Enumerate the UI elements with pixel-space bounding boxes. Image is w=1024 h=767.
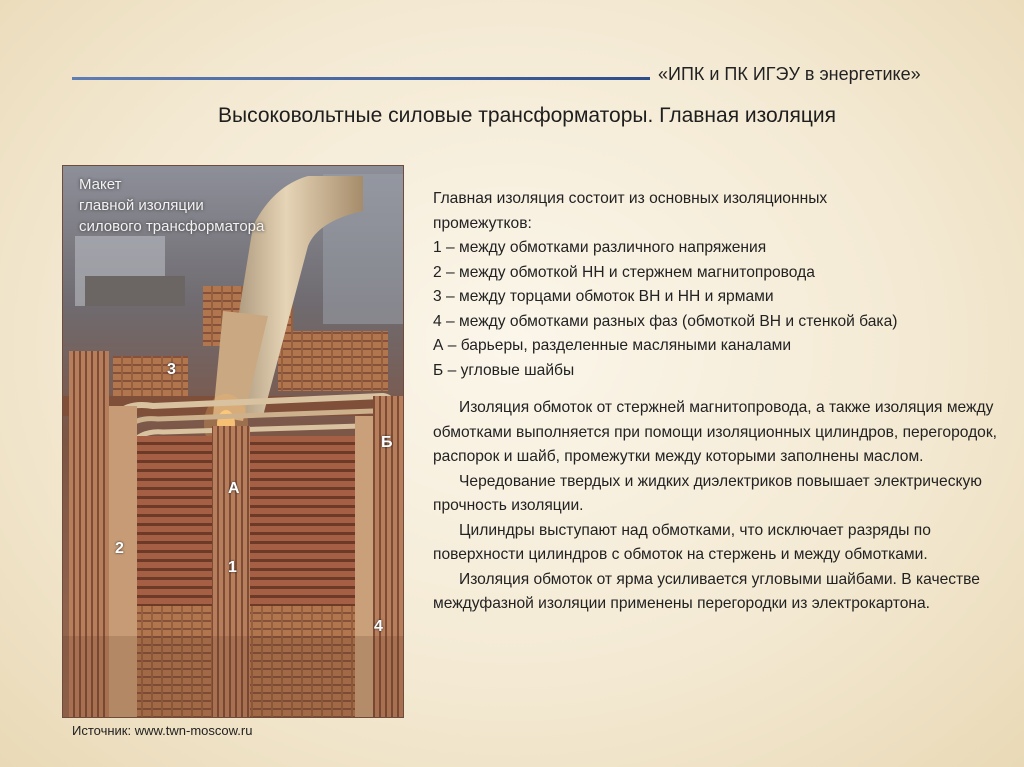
insulation-list	[433, 187, 897, 383]
label-1: 1	[228, 559, 237, 576]
label-2: 2	[115, 540, 124, 557]
label-a: А	[228, 480, 240, 497]
org-name: «ИПК и ПК ИГЭУ в энергетике»	[658, 64, 921, 84]
photo-illustration	[63, 166, 403, 717]
label-4: 4	[374, 618, 383, 635]
paragraph: Чередование твердых и жидких диэлектриков повышает электрическую прочность изоляции.	[433, 472, 982, 514]
label-3: 3	[167, 361, 176, 378]
list-item: 3 – между торцами обмоток ВН и НН и ярмами	[433, 288, 774, 305]
paragraph: Изоляция обмоток от стержней магнитопровода, а также изоляция между обмотками выполняется при помощи изоляционных цилиндров, перегородок, распорок и шайб, промежутки между которыми заполнены маслом.	[433, 399, 998, 465]
header-rule	[72, 77, 650, 80]
list-item: 1 – между обмотками различного напряжения	[433, 239, 767, 256]
paragraph: Цилиндры выступают над обмотками, что исключает разряды по поверхности цилиндров с обмоток на стержень и между обмотками.	[433, 521, 931, 563]
label-b: Б	[381, 434, 393, 451]
photo-caption: Макет главной изоляции силового трансформатора	[79, 176, 265, 235]
slide-title: Высоковольтные силовые трансформаторы. Главная изоляция	[217, 104, 837, 127]
list-item: А – барьеры, разделенные масляными каналами	[433, 337, 792, 354]
list-item: Б – угловые шайбы	[433, 361, 575, 379]
list-item: 2 – между обмоткой НН и стержнем магнитопровода	[433, 263, 815, 281]
paragraph: Изоляция обмоток от ярма усиливается угловыми шайбами. В качестве междуфазной изоляции применены перегородки из электрокартона.	[433, 570, 980, 612]
transformer-insulation-photo	[63, 166, 403, 717]
list-item: 4 – между обмотками разных фаз (обмоткой ВН и стенкой бака)	[433, 312, 898, 330]
explanation-text	[433, 396, 998, 617]
list-intro: Главная изоляция состоит из основных изоляционных	[433, 190, 828, 207]
image-source: Источник: www.twn-moscow.ru	[72, 723, 253, 738]
list-intro-cont: промежутков:	[433, 214, 532, 232]
